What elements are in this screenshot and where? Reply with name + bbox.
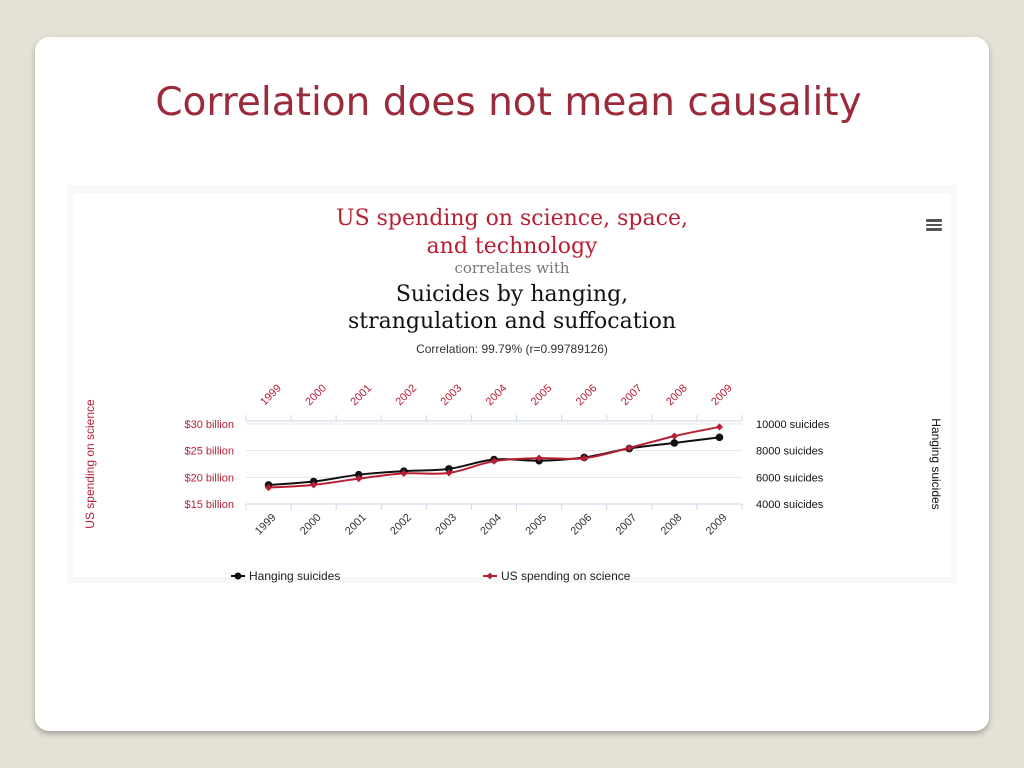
- x-axis-tick-label: 2006: [568, 511, 595, 538]
- left-axis-tick-label: $15 billion: [184, 499, 234, 511]
- x-axis-tick-label: 2008: [658, 511, 685, 538]
- chart-title-line-1: US spending on science, space,: [336, 206, 688, 231]
- slide-title: Correlation does not mean causality: [155, 80, 862, 125]
- x-axis-top-tick-label: 2001: [348, 382, 375, 409]
- x-axis-tick-label: 2001: [343, 511, 369, 538]
- x-axis-top-tick-label: 2007: [618, 382, 645, 409]
- x-axis-tick-label: 2000: [297, 511, 324, 538]
- correlates-with-label: correlates with: [454, 259, 570, 277]
- data-point-hanging-suicides: [716, 434, 724, 442]
- legend-item-label[interactable]: Hanging suicides: [249, 569, 341, 583]
- right-axis-title: Hanging suicides: [929, 418, 943, 510]
- x-axis-tick-label: 2007: [613, 511, 640, 538]
- legend-marker: [235, 573, 242, 580]
- x-axis-tick-label: 2009: [703, 511, 730, 538]
- right-axis-tick-label: 8000 suicides: [756, 445, 824, 458]
- x-axis-tick-label: 1999: [252, 511, 279, 538]
- left-axis-tick-label: $25 billion: [184, 445, 234, 458]
- x-axis-top-tick-label: 2006: [573, 382, 600, 409]
- x-axis-top-tick-label: 2008: [663, 382, 690, 409]
- x-axis-top-tick-label: 2004: [483, 382, 510, 409]
- left-axis-title: US spending on science: [83, 399, 97, 529]
- legend-item-label[interactable]: US spending on science: [501, 569, 631, 583]
- x-axis-top-tick-label: 2003: [438, 382, 465, 409]
- x-axis-top-tick-label: 1999: [258, 382, 284, 409]
- right-axis-tick-label: 10000 suicides: [756, 419, 830, 431]
- x-axis-top-tick-label: 2002: [393, 382, 420, 409]
- correlation-statistic: Correlation: 99.79% (r=0.99789126): [416, 342, 608, 356]
- x-axis-top-tick-label: 2005: [528, 382, 555, 409]
- data-point-hanging-suicides: [671, 439, 679, 447]
- x-axis-tick-label: 2005: [523, 511, 550, 538]
- right-axis-tick-label: 4000 suicides: [756, 499, 824, 511]
- x-axis-tick-label: 2004: [478, 511, 505, 538]
- x-axis-top-tick-label: 2000: [303, 382, 330, 409]
- chart-title-line-2: and technology: [426, 234, 598, 259]
- secondary-title-line-2: strangulation and suffocation: [347, 309, 677, 334]
- secondary-title-line-1: Suicides by hanging,: [395, 282, 629, 307]
- x-axis-tick-label: 2002: [388, 511, 414, 538]
- left-axis-tick-label: $20 billion: [184, 472, 234, 485]
- legend-marker: [487, 573, 494, 580]
- data-point-us-spending: [671, 433, 678, 440]
- x-axis-top-tick-label: 2009: [709, 382, 735, 409]
- x-axis-tick-label: 2003: [433, 511, 460, 538]
- right-axis-tick-label: 6000 suicides: [756, 472, 824, 485]
- left-axis-tick-label: $30 billion: [184, 419, 234, 431]
